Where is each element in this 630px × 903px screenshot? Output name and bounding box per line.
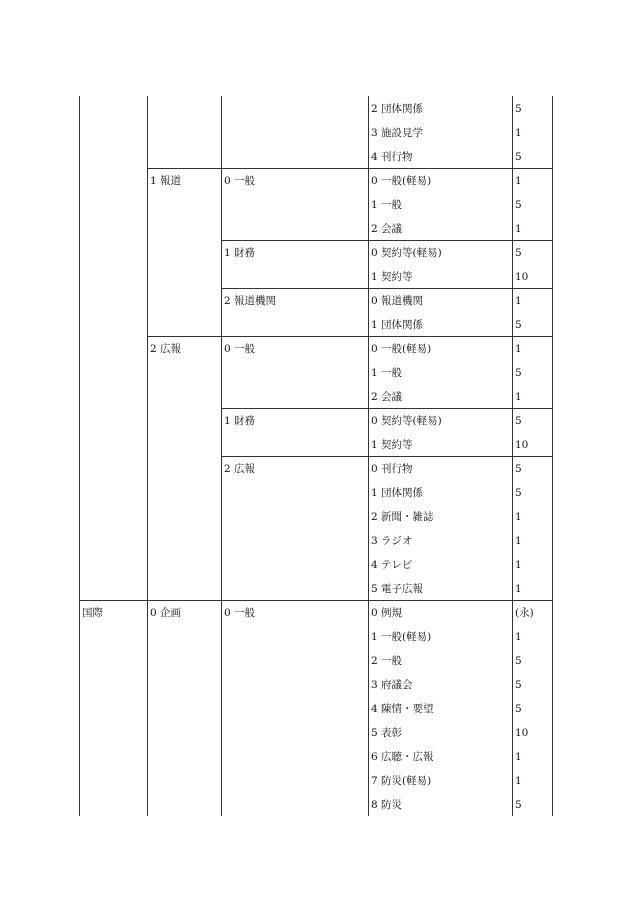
retention-years-cell: 1 [515,751,522,763]
minor-class-cell: 7 防災(軽易) [371,775,432,787]
retention-years-cell: 5 [515,415,522,427]
minor-class-cell: 6 広聴・広報 [371,751,434,763]
middle-class-cell: 0 一般 [224,343,256,355]
retention-years-cell: 5 [515,103,522,115]
minor-class-cell: 2 一般 [371,655,403,667]
middle-class-cell: 2 報道機関 [224,295,277,307]
minor-class-cell: 1 契約等 [371,439,413,451]
minor-class-cell: 1 団体関係 [371,319,424,331]
major-class-cell: 1 報道 [150,175,182,187]
retention-years-cell: 5 [515,799,522,811]
minor-class-cell: 8 防災 [371,799,403,811]
retention-years-cell: 5 [515,463,522,475]
retention-years-cell: 5 [515,199,522,211]
minor-class-cell: 1 一般(軽易) [371,631,432,643]
retention-years-cell: 5 [515,703,522,715]
retention-years-cell: 5 [515,151,522,163]
retention-years-cell: 1 [515,631,522,643]
retention-years-cell: 10 [515,271,529,283]
minor-class-cell: 2 会議 [371,223,403,235]
minor-class-cell: 4 刊行物 [371,151,413,163]
minor-class-cell: 1 契約等 [371,271,413,283]
minor-class-cell: 2 会議 [371,391,403,403]
retention-years-cell: 10 [515,439,529,451]
column-rule-0 [79,96,80,816]
minor-class-cell: 0 報道機関 [371,295,424,307]
minor-class-cell: 3 府議会 [371,679,413,691]
retention-years-cell: 5 [515,367,522,379]
retention-years-cell: 1 [515,583,522,595]
retention-years-cell: 1 [515,127,522,139]
retention-years-cell: 1 [515,295,522,307]
minor-class-cell: 2 新聞・雑誌 [371,511,434,523]
retention-years-cell: 5 [515,487,522,499]
middle-class-cell: 0 一般 [224,607,256,619]
minor-class-cell: 0 一般(軽易) [371,343,432,355]
minor-class-cell: 5 表彰 [371,727,403,739]
retention-years-cell: (永) [515,607,534,619]
minor-class-cell: 0 契約等(軽易) [371,247,442,259]
middle-class-cell: 1 財務 [224,415,256,427]
minor-class-cell: 0 一般(軽易) [371,175,432,187]
minor-class-cell: 0 例規 [371,607,403,619]
retention-years-cell: 5 [515,319,522,331]
retention-years-cell: 1 [515,535,522,547]
retention-years-cell: 1 [515,775,522,787]
retention-years-cell: 1 [515,223,522,235]
minor-class-cell: 3 ラジオ [371,535,413,547]
minor-class-cell: 4 テレビ [371,559,413,571]
retention-years-cell: 1 [515,511,522,523]
middle-class-cell: 0 一般 [224,175,256,187]
retention-years-cell: 1 [515,343,522,355]
minor-class-cell: 1 団体関係 [371,487,424,499]
minor-class-cell: 2 団体関係 [371,103,424,115]
retention-years-cell: 10 [515,727,529,739]
minor-class-cell: 5 電子広報 [371,583,424,595]
retention-years-cell: 1 [515,559,522,571]
retention-years-cell: 5 [515,655,522,667]
minor-class-cell: 0 契約等(軽易) [371,415,442,427]
retention-schedule-table [79,96,552,816]
major-class-cell: 2 広報 [150,343,182,355]
minor-class-cell: 4 陳情・要望 [371,703,434,715]
category-cell: 国際 [82,607,103,619]
column-rule-1 [147,96,148,816]
minor-class-cell: 1 一般 [371,367,403,379]
minor-class-cell: 1 一般 [371,199,403,211]
middle-class-cell: 1 財務 [224,247,256,259]
minor-class-cell: 3 施設見学 [371,127,424,139]
major-class-cell: 0 企画 [150,607,182,619]
retention-years-cell: 1 [515,175,522,187]
retention-years-cell: 5 [515,679,522,691]
minor-class-cell: 0 刊行物 [371,463,413,475]
retention-years-cell: 5 [515,247,522,259]
middle-class-cell: 2 広報 [224,463,256,475]
retention-years-cell: 1 [515,391,522,403]
column-rule-5 [552,96,553,816]
